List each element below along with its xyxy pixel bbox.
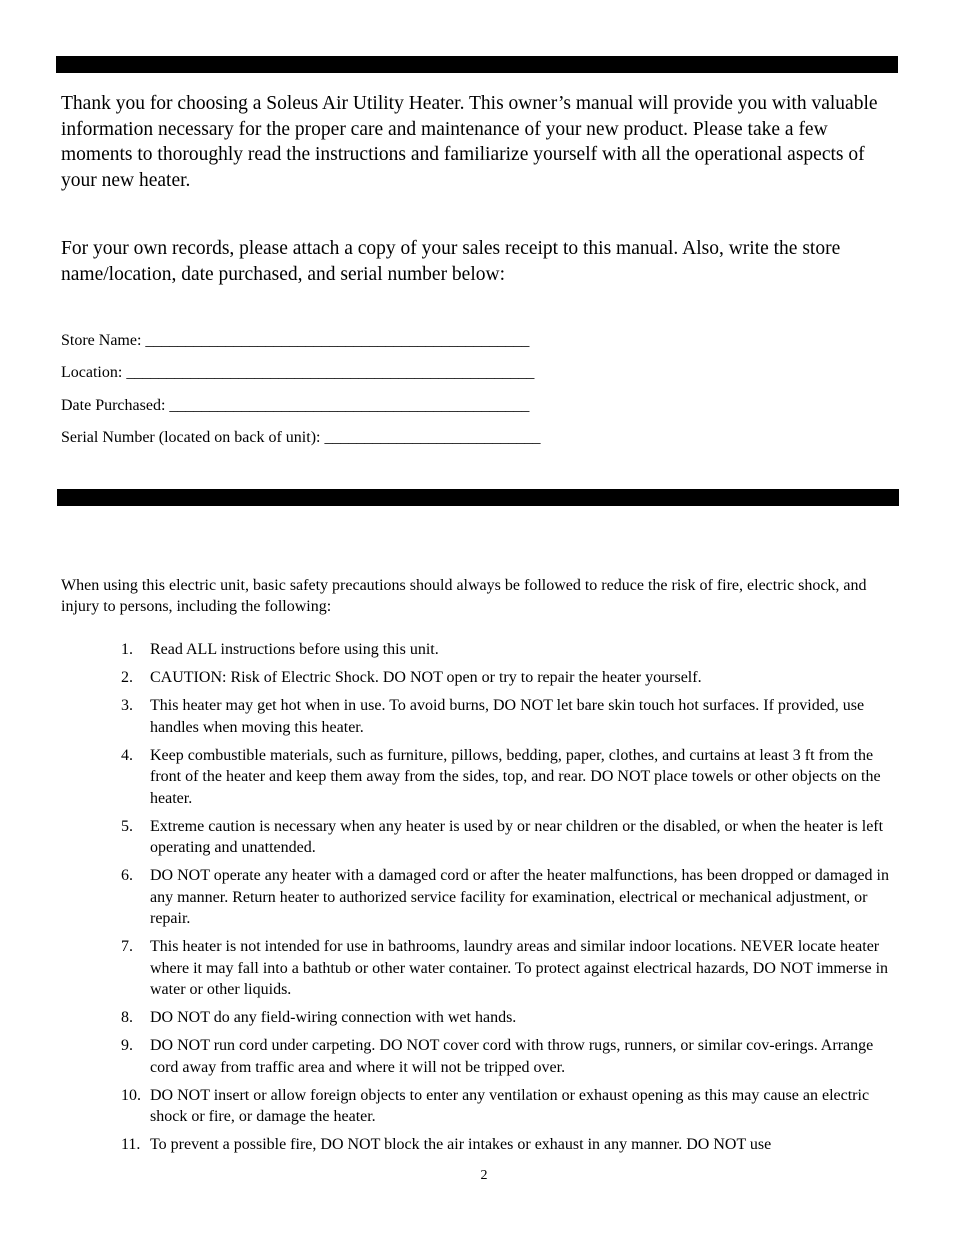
list-item-number: 1. — [121, 641, 133, 658]
list-item-text: This heater is not intended for use in bathrooms, laundry areas and similar indoor locations. NEVER locate heater where it may fall into a bathtub or other water container. To protect against electrical hazards, DO NOT immerse in water or other liquids. — [150, 938, 889, 998]
list-item — [121, 745, 891, 810]
list-item-text: CAUTION: Risk of Electric Shock. DO NOT open or try to repair the heater yourself. — [150, 669, 702, 686]
list-item-text: DO NOT run cord under carpeting. DO NOT cover cord with throw rugs, runners, or similar cov-erings. Arrange cord away from traffic area and where it will not be tripped over. — [150, 1037, 874, 1076]
serial-number-field: Serial Number (located on back of unit): ___________________________ — [61, 429, 541, 446]
list-item — [121, 1007, 891, 1029]
store-name-field: Store Name: ________________________________________________ — [61, 332, 530, 349]
list-item-text: This heater may get hot when in use. To avoid burns, DO NOT let bare skin touch hot surfaces. If provided, use handles when moving this heater. — [150, 697, 865, 736]
intro-paragraph-records: For your own records, please attach a copy of your sales receipt to this manual. Also, write the store name/location, date purchased, and serial number below: — [61, 238, 841, 285]
list-item — [121, 816, 891, 859]
list-item — [121, 936, 891, 1001]
list-item — [121, 1134, 891, 1156]
safety-intro-text: When using this electric unit, basic safety precautions should always be followed to reduce the risk of fire, electric shock, and injury to persons, including the following: — [61, 577, 867, 615]
list-item-number: 4. — [121, 746, 133, 764]
list-item-number: 2. — [121, 669, 133, 686]
list-item-number: 8. — [121, 1009, 133, 1026]
list-item-number: 5. — [121, 817, 133, 835]
location-field: Location: ___________________________________________________ — [61, 364, 535, 381]
intro-paragraph-thank-you: Thank you for choosing a Soleus Air Utility Heater. This owner’s manual will provide you with valuable information necessary for the proper care and maintenance of your new product. Please take a few moments to thoroughly read the instructions and familiarize yourself with all the operational aspects of your new heater. — [61, 93, 878, 191]
list-item — [121, 639, 891, 661]
list-item-number: 11. — [121, 1136, 141, 1153]
list-item — [121, 1085, 891, 1128]
list-item-number: 7. — [121, 938, 133, 955]
date-purchased-field: Date Purchased: _____________________________________________ — [61, 397, 530, 414]
list-item — [121, 865, 891, 930]
list-item-number: 10. — [121, 1086, 141, 1104]
page-number: 2 — [480, 1168, 488, 1183]
list-item-text: Keep combustible materials, such as furniture, pillows, bedding, paper, clothes, and curtains at least 3 ft from the front of the heater and keep them away from the sides, top, and rear. DO NOT place towels or other objects on the heater. — [150, 746, 881, 807]
section-header-bar-safety — [57, 489, 899, 506]
safety-instructions-list — [121, 639, 891, 1162]
list-item-text: Extreme caution is necessary when any heater is used by or near children or the disabled, or when the heater is left operating and unattended. — [150, 817, 884, 856]
list-item-text: DO NOT do any field-wiring connection with wet hands. — [150, 1009, 517, 1026]
list-item-text: DO NOT operate any heater with a damaged cord or after the heater malfunctions, has been dropped or damaged in any manner. Return heater to authorized service facility for examination, electrical or mechanical adjustment, or repair. — [150, 867, 889, 927]
list-item — [121, 1035, 891, 1078]
list-item-text: Read ALL instructions before using this unit. — [150, 641, 439, 658]
list-item — [121, 667, 891, 689]
list-item-number: 6. — [121, 867, 133, 884]
list-item — [121, 695, 891, 738]
list-item-number: 3. — [121, 697, 133, 714]
list-item-text: To prevent a possible fire, DO NOT block the air intakes or exhaust in any manner. DO NOT use — [150, 1136, 772, 1153]
list-item-number: 9. — [121, 1037, 133, 1054]
section-header-bar-top — [56, 56, 898, 73]
list-item-text: DO NOT insert or allow foreign objects to enter any ventilation or exhaust opening as this may cause an electric shock or fire, or damage the heater. — [150, 1086, 870, 1125]
